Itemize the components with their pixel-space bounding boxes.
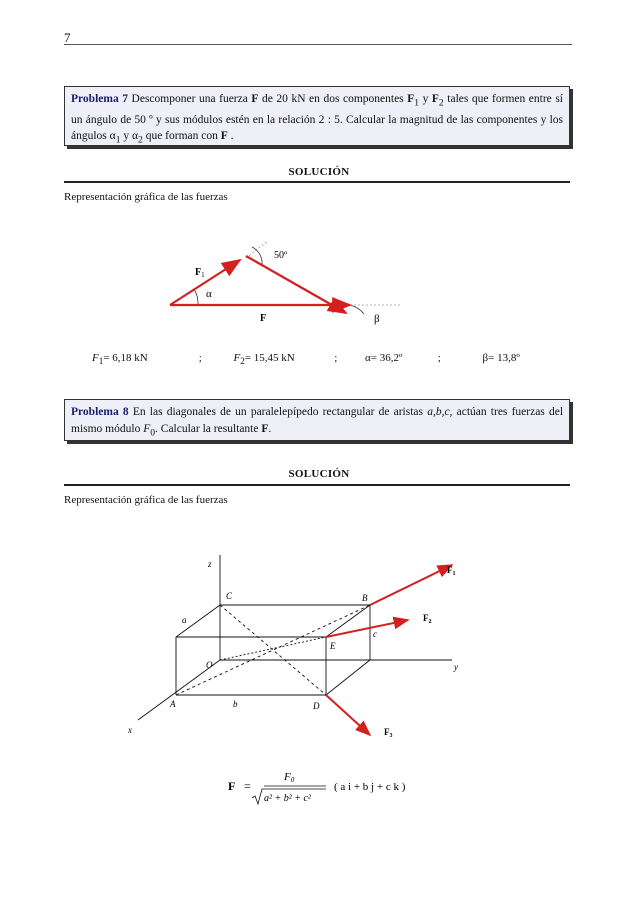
result-sep-2: ;: [334, 352, 338, 364]
p7-text-b: de 20 kN en dos componentes: [258, 93, 408, 105]
solution-heading-2: SOLUCIÓN: [288, 468, 350, 480]
beta-label: β: [374, 313, 380, 325]
p8-F0: F: [143, 422, 151, 435]
angle50-label: 50º: [274, 250, 288, 261]
problem8-title: Problema 8: [71, 406, 129, 418]
a-label: a: [182, 615, 187, 625]
p8-text-b: actúan tres fuerzas del mismo módulo: [71, 406, 564, 435]
F-label: F: [260, 313, 267, 324]
p7-text-g: .: [227, 130, 234, 143]
formula-numerator: F0: [284, 771, 295, 784]
p8-F0-sub: 0: [150, 426, 156, 438]
representation-label-2: Representación gráfica de las fuerzas: [64, 494, 228, 506]
C-label: C: [226, 591, 233, 601]
y-label: y: [454, 662, 458, 672]
formula-lhs: F: [228, 779, 236, 793]
p7-text-e: y: [120, 130, 132, 143]
E-label: E: [330, 641, 336, 651]
p8-F: F: [261, 422, 269, 435]
p7-alpha2-sub: 2: [138, 134, 143, 146]
p7-F1-sub: 1: [414, 97, 420, 109]
parallelepiped-diagram: [0, 545, 638, 750]
z-label: z: [208, 559, 212, 569]
D-label: D: [313, 701, 320, 711]
force-triangle-diagram: [0, 225, 638, 335]
p8-text-a: En las diagonales de un paralelepípedo rectangular de aristas: [128, 406, 428, 418]
result-beta: β= 13,8º: [482, 352, 520, 364]
resultant-formula: [222, 768, 462, 812]
p7-text-a: Descomponer una fuerza: [128, 93, 252, 105]
header-rule: [64, 44, 572, 45]
p7-text-d: tales que formen entre sí un ángulo de 50 º y sus módulos estén en la relación 2 : 5. Calcular la magnitud de las componentes y los ángulos: [71, 93, 564, 143]
p7-alpha2: α: [131, 130, 139, 143]
diagonal-CD: [220, 605, 326, 695]
p7-alpha1-sub: 1: [115, 134, 121, 146]
p7-text-c: y: [419, 93, 432, 105]
B-label: B: [362, 593, 368, 603]
problem7-box: [64, 86, 570, 146]
p7-F2-sub: 2: [438, 97, 444, 109]
alpha-arc: [194, 289, 198, 305]
p8-text-d: .: [268, 422, 272, 435]
F1-force-label: $F_1$: [447, 565, 456, 577]
formula-rhs: ( a i + b j + c k ): [334, 781, 406, 793]
solution-rule-2: [64, 484, 570, 486]
result-F2: $F_2= 15,45$ kN: [233, 352, 295, 367]
F1-force-arrow: [370, 565, 452, 605]
alpha-label: α: [206, 288, 212, 300]
A-label: A: [170, 699, 176, 709]
p7-text-f: que forman con: [142, 130, 221, 143]
F3-force-label: $F_3$: [384, 727, 393, 739]
problem8-box: [64, 399, 570, 441]
p7-F-end: F: [220, 130, 228, 143]
x-label: x: [128, 725, 132, 735]
p7-alpha1: α: [109, 130, 116, 143]
problem7-title: Problema 7: [71, 93, 128, 105]
F1-arrow: [170, 260, 240, 305]
result-sep-1: ;: [198, 352, 202, 364]
edge-D-back: [326, 660, 370, 695]
representation-label-1: Representación gráfica de las fuerzas: [64, 191, 228, 203]
diagonal-AB: [176, 605, 370, 695]
solution-heading-1: SOLUCIÓN: [288, 166, 350, 178]
F3-force-arrow: [326, 695, 370, 735]
p8-edges: a,b,c,: [427, 406, 453, 418]
c-label: c: [373, 629, 377, 639]
formula-denominator: a² + b² + c²: [264, 793, 311, 804]
solution-rule-1: [64, 181, 570, 183]
formula-eq: =: [244, 779, 251, 793]
results-row: [92, 352, 520, 366]
p8-text-c: . Calcular la resultante: [155, 422, 262, 435]
p7-F: F: [251, 93, 259, 105]
extension-dotted-line: [246, 241, 268, 258]
formula-svg: [222, 768, 462, 808]
p7-F1: F: [407, 93, 415, 105]
result-F1: $F_1= 6,18$ kN: [92, 352, 148, 367]
F1-label: $F_1$: [195, 267, 205, 279]
page-number: 7: [64, 30, 71, 45]
F2-force-label: $F_2$: [423, 613, 432, 625]
result-sep-3: ;: [437, 352, 441, 364]
O-label: O: [206, 660, 213, 670]
result-alpha: α= 36,2º: [365, 352, 403, 364]
beta-arc: [350, 305, 364, 314]
diagonal-OE: [220, 637, 326, 660]
b-label: b: [233, 699, 238, 709]
p7-F2: F: [431, 93, 439, 105]
